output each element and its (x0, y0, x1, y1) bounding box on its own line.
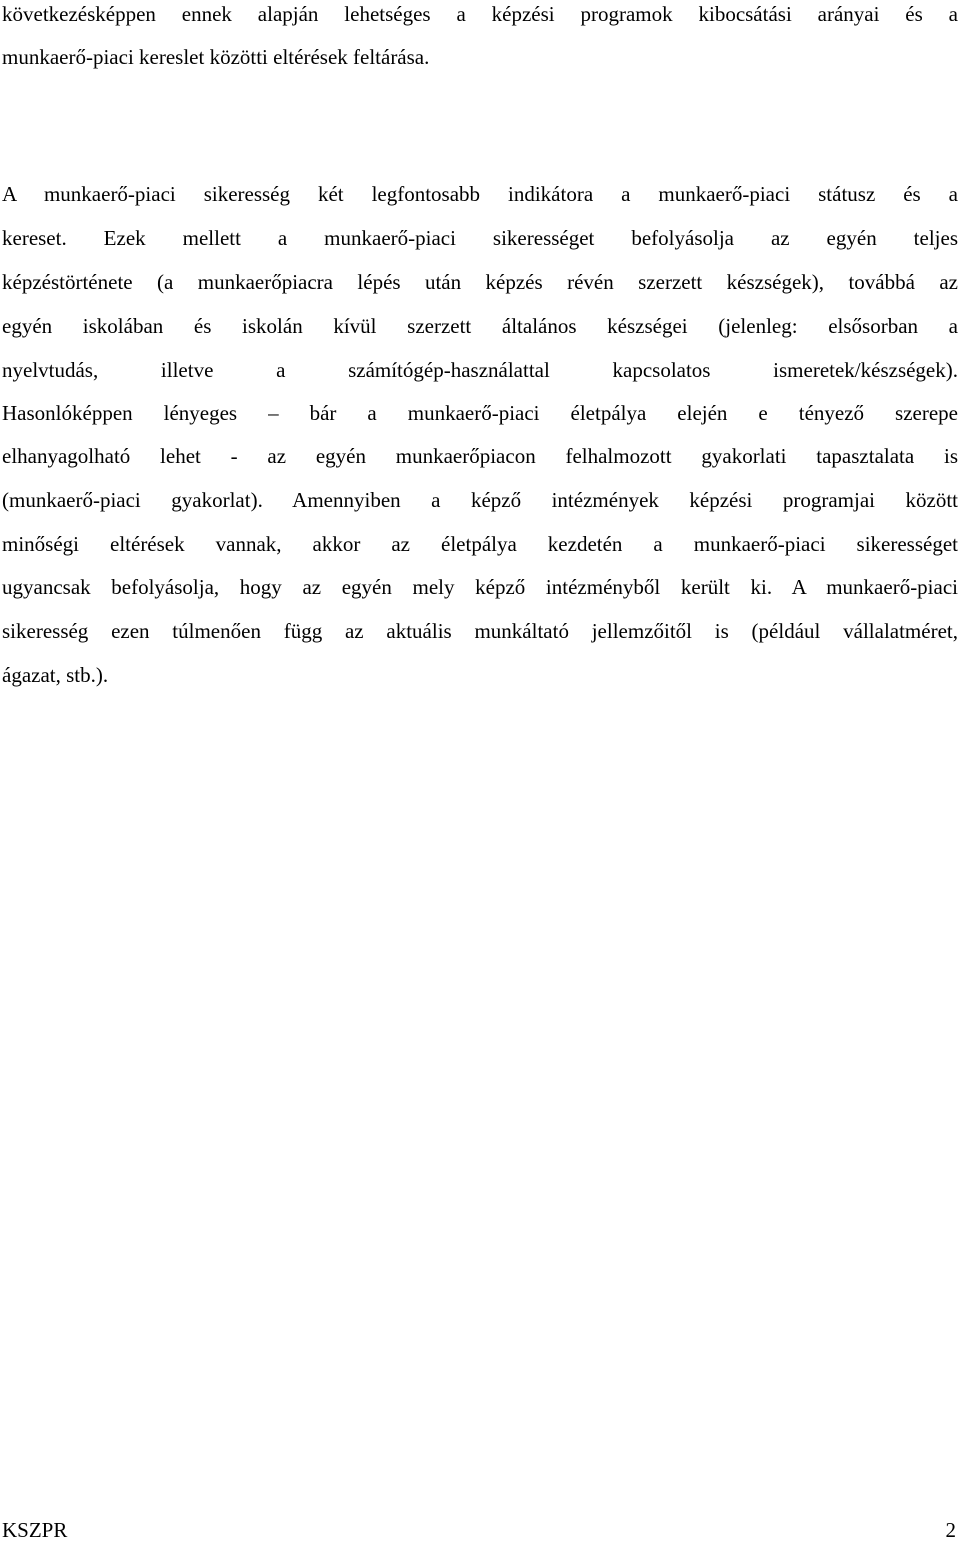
paragraph-line: ugyancsak befolyásolja, hogy az egyén mely képző intézményből került ki. A munkaerő-piaci (2, 575, 958, 599)
paragraph-line: egyén iskolában és iskolán kívül szerzett általános készségei (jelenleg: elsősorban a (2, 314, 958, 338)
footer-label: KSZPR (2, 1518, 68, 1542)
paragraph-line: ágazat, stb.). (2, 663, 109, 687)
paragraph-line: elhanyagolható lehet - az egyén munkaerőpiacon felhalmozott gyakorlati tapasztalata is (2, 444, 958, 468)
paragraph-line: Hasonlóképpen lényeges – bár a munkaerő-piaci életpálya elején e tényező szerepe (2, 401, 958, 425)
paragraph-line: képzéstörténete (a munkaerőpiacra lépés után képzés révén szerzett készségek), továbbá az (2, 270, 958, 294)
paragraph-line: munkaerő-piaci kereslet közötti eltérések feltárása. (2, 45, 430, 69)
page-number: 2 (945, 1518, 956, 1542)
paragraph-line: kereset. Ezek mellett a munkaerő-piaci sikerességet befolyásolja az egyén teljes (2, 226, 958, 250)
paragraph-line: minőségi eltérések vannak, akkor az életpálya kezdetén a munkaerő-piaci sikerességet (2, 532, 958, 556)
paragraph-line: (munkaerő-piaci gyakorlat). Amennyiben a képző intézmények képzési programjai között (2, 488, 958, 512)
paragraph-line: sikeresség ezen túlmenően függ az aktuális munkáltató jellemzőitől is (például vállalatméret, (2, 619, 958, 643)
paragraph-line: A munkaerő-piaci sikeresség két legfontosabb indikátora a munkaerő-piaci státusz és a (2, 182, 958, 206)
paragraph-line: nyelvtudás, illetve a számítógép-használattal kapcsolatos ismeretek/készségek). (2, 358, 958, 382)
paragraph-line: következésképpen ennek alapján lehetséges a képzési programok kibocsátási arányai és a (2, 2, 958, 26)
